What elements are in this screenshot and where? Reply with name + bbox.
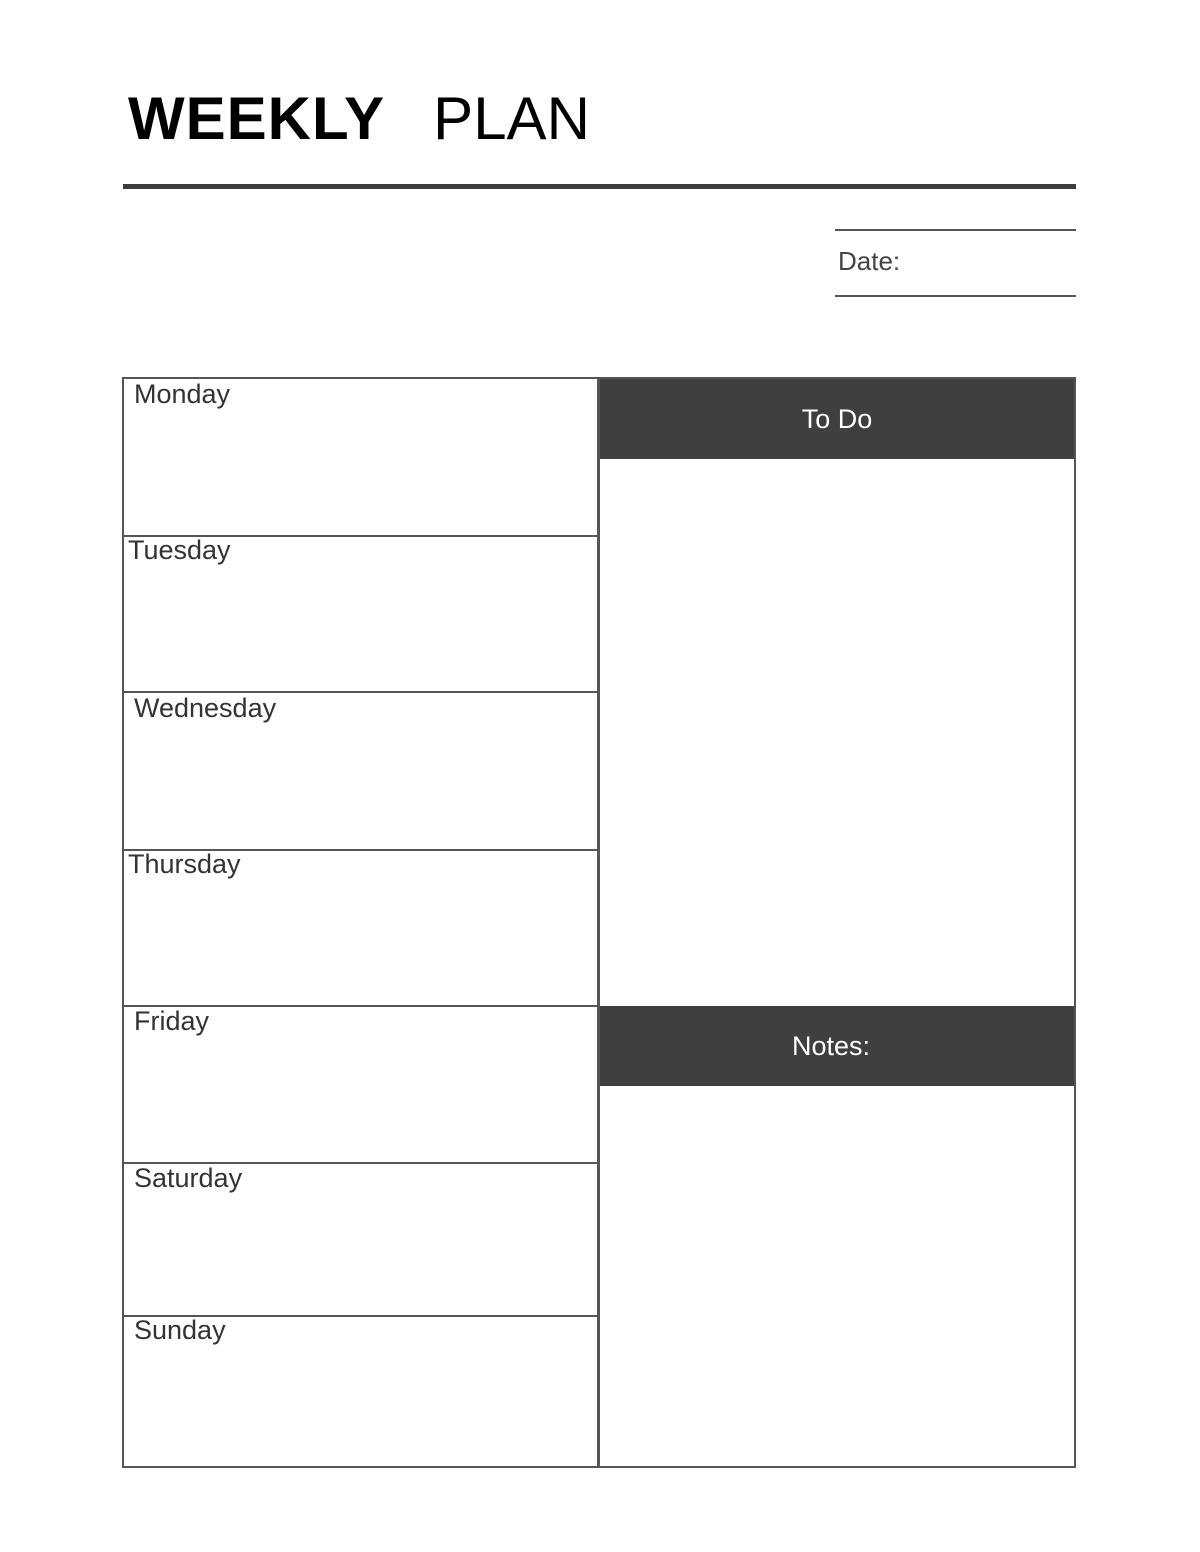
day-box-monday[interactable] <box>124 379 597 537</box>
title-bold: WEEKLY <box>128 85 386 152</box>
title-light: PLAN <box>433 85 590 152</box>
page-title <box>128 84 590 153</box>
day-box-saturday[interactable] <box>124 1163 597 1317</box>
day-box-sunday[interactable] <box>124 1315 597 1468</box>
date-field[interactable] <box>835 295 1076 297</box>
day-label: Wednesday <box>134 693 277 723</box>
notes-area[interactable] <box>600 1086 1074 1466</box>
day-label: Monday <box>134 379 231 409</box>
day-label: Saturday <box>134 1163 243 1193</box>
title-divider <box>123 184 1076 189</box>
day-box-wednesday[interactable] <box>124 693 597 851</box>
day-label: Friday <box>134 1006 210 1036</box>
days-column <box>122 377 599 1468</box>
day-box-friday[interactable] <box>124 1006 597 1164</box>
day-label: Sunday <box>134 1315 226 1345</box>
todo-header: To Do <box>600 379 1074 459</box>
todo-area[interactable] <box>600 459 1074 1005</box>
day-box-thursday[interactable] <box>124 849 597 1007</box>
notes-header: Notes: <box>600 1006 1074 1086</box>
day-box-tuesday[interactable] <box>124 535 597 693</box>
day-label: Tuesday <box>128 535 231 565</box>
todo-notes-column <box>598 377 1076 1468</box>
date-line-top <box>835 229 1076 231</box>
date-label: Date: <box>838 246 901 276</box>
day-label: Thursday <box>128 849 241 879</box>
